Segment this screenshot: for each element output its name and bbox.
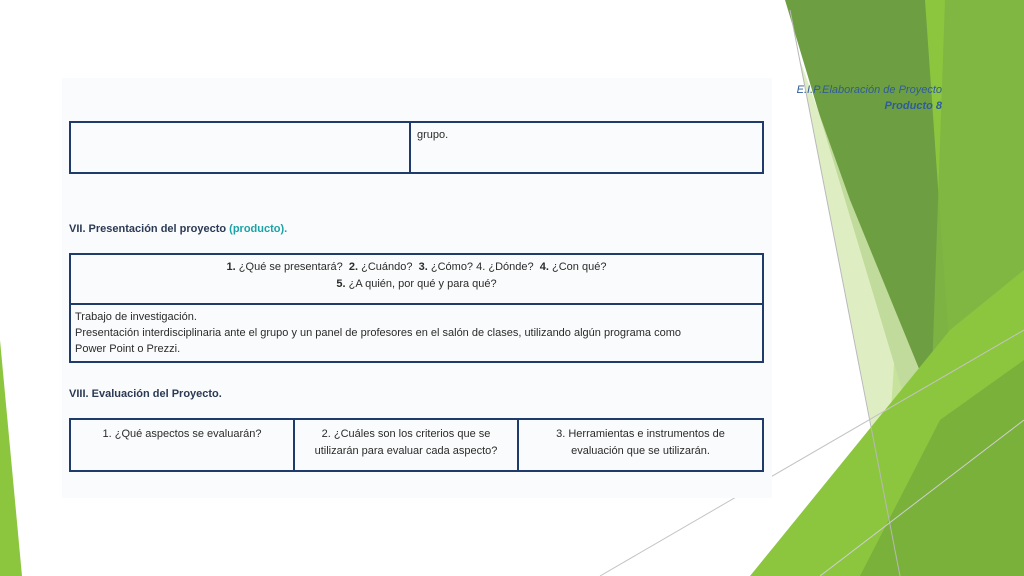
- header-project-title: E.I.P.Elaboración de Proyecto: [796, 84, 942, 96]
- q4-text: ¿Dónde?: [488, 261, 534, 273]
- section8-column-1: [70, 419, 294, 471]
- section7-questions-cell: [70, 254, 763, 304]
- q4-number: 4.: [476, 261, 486, 273]
- section7-title: VII. Presentación del proyecto: [69, 223, 227, 235]
- top-table: [69, 121, 764, 174]
- body-line-3: Power Point o Prezzi.: [75, 343, 181, 355]
- q6-number: 5.: [336, 278, 346, 290]
- section8-column-1-text: 1. ¿Qué aspectos se evaluarán?: [102, 428, 262, 440]
- q3-number: 3.: [418, 261, 428, 273]
- header-product-number: Producto 8: [884, 100, 942, 112]
- section8-suffix: .: [218, 388, 222, 400]
- questions-line-1: [75, 259, 758, 276]
- section8-title: VIII. Evaluación del Proyecto: [69, 388, 219, 400]
- questions-line-2: [75, 276, 758, 293]
- q6-text: ¿A quién, por qué y para qué?: [348, 278, 497, 290]
- section8-column-2: [294, 419, 518, 471]
- body-line-2: Presentación interdisciplinaria ante el grupo y un panel de profesores en el salón de clases, utilizando algún programa como: [75, 327, 681, 339]
- section8-column-3: [518, 419, 763, 471]
- section7-body-cell: [70, 304, 763, 362]
- section8-column-3-text: 3. Herramientas e instrumentos de evaluación que se utilizarán.: [556, 428, 725, 457]
- body-line-1: Trabajo de investigación.: [75, 311, 197, 323]
- q5-number: 4.: [539, 261, 549, 273]
- q1-text: ¿Qué se presentará?: [238, 261, 343, 273]
- top-table-right-cell: grupo.: [410, 122, 763, 173]
- q5-text: ¿Con qué?: [552, 261, 607, 273]
- section7-heading: [69, 223, 287, 235]
- green-shape-left-edge: [0, 340, 22, 576]
- top-table-left-cell: [70, 122, 410, 173]
- q1-number: 1.: [226, 261, 236, 273]
- q2-text: ¿Cuándo?: [361, 261, 413, 273]
- section7-suffix: .: [284, 223, 288, 235]
- section7-table: [69, 253, 764, 363]
- q2-number: 2.: [348, 261, 359, 273]
- section7-highlight: (producto): [229, 223, 285, 235]
- q3-text: ¿Cómo?: [430, 261, 474, 273]
- section8-table: [69, 418, 764, 472]
- section8-column-2-text: 2. ¿Cuáles son los criterios que se utilizarán para evaluar cada aspecto?: [314, 428, 498, 457]
- section8-heading: [69, 388, 222, 400]
